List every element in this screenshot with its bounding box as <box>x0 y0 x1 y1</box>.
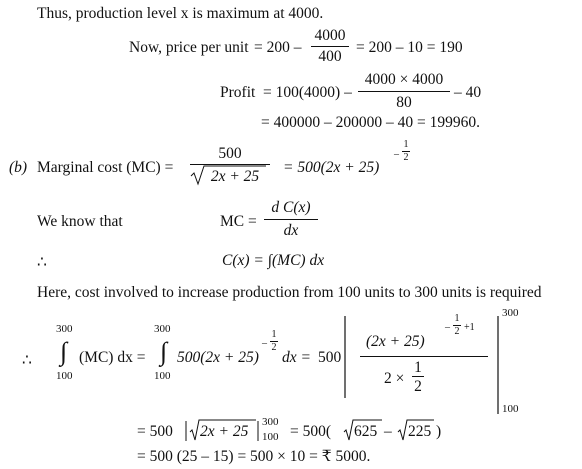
profit-tail: – 40 <box>454 84 482 101</box>
integrand-dx: dx = <box>282 349 311 366</box>
radical-sign-step2 <box>190 420 256 440</box>
price-fraction-den: 400 <box>318 48 342 65</box>
step2-radical-content: 2x + 25 <box>200 423 249 440</box>
integral-sign-2: ∫ <box>160 337 168 366</box>
integrand-exp-den: 2 <box>271 342 277 353</box>
price-eq-start: = 200 – <box>254 39 302 56</box>
antiderivative-den: 2 × <box>384 370 405 387</box>
profit-result: = 400000 – 200000 – 40 = 199960. <box>261 114 480 131</box>
cx-integral-expr: C(x) = ∫(MC) dx <box>222 252 325 269</box>
mc-exp-sign: – <box>394 149 399 160</box>
therefore-symbol-2: ∴ <box>22 352 32 369</box>
mc-lhs: MC = <box>220 213 257 230</box>
final-result: = 500 (25 – 15) = 500 × 10 = ₹ 5000. <box>137 448 371 465</box>
antiderivative-exp-den: 2 <box>454 326 460 337</box>
integral-sign: ∫ <box>60 337 68 366</box>
here-statement: Here, cost involved to increase production from 100 units to 300 units is required <box>37 284 542 301</box>
integral-lower-limit: 100 <box>56 370 73 382</box>
mc-rhs: = 500(2x + 25) <box>283 159 380 176</box>
integral-lower-limit-2: 100 <box>154 370 171 382</box>
radical-sign-225 <box>398 420 434 440</box>
we-know-label: We know that <box>37 213 123 230</box>
therefore-symbol: ∴ <box>37 254 47 271</box>
part-b-marker: (b) <box>9 159 28 176</box>
antiderivative-exp-tail: +1 <box>464 322 475 333</box>
price-result: = 200 – 10 = 190 <box>356 39 463 56</box>
step2-lower-limit: 100 <box>262 431 279 443</box>
step2-root2: 225 <box>408 423 432 440</box>
step2-close: ) <box>436 423 442 440</box>
radical-content: 2x + 25 <box>210 168 260 185</box>
derivative-den: dx <box>283 222 299 239</box>
step2-rhs: = 500( <box>290 423 332 440</box>
half-num: 1 <box>414 359 422 376</box>
mc-exp-num: 1 <box>403 139 409 150</box>
half-den: 2 <box>414 378 422 395</box>
price-label: Now, price per unit <box>129 39 249 56</box>
marginal-cost-label: Marginal cost (MC) = <box>37 159 174 176</box>
profit-fraction-num: 4000 × 4000 <box>364 71 444 88</box>
step2-eq: = 500 <box>137 423 173 440</box>
integrand: 500(2x + 25) <box>177 349 259 366</box>
mc-fraction-num: 500 <box>218 145 242 162</box>
profit-label: Profit <box>220 84 256 101</box>
antiderivative-exp-num: 1 <box>454 313 460 324</box>
price-fraction-num: 4000 <box>314 27 346 44</box>
antiderivative-num: (2x + 25) <box>366 333 425 350</box>
radical-sign-625 <box>344 420 382 440</box>
mc-exp-den: 2 <box>403 152 409 163</box>
integrand-exp-sign: – <box>262 338 267 349</box>
antiderivative-coef: 500 <box>318 349 342 366</box>
eval-lower-limit: 100 <box>502 403 519 415</box>
radical-sign-mc <box>191 166 266 184</box>
antiderivative-exp-sign: – <box>445 322 450 333</box>
integral-mc-dx: (MC) dx = <box>79 349 146 366</box>
profit-fraction-den: 80 <box>396 94 412 111</box>
step2-minus: – <box>384 423 392 440</box>
integral-upper-limit: 300 <box>56 323 73 335</box>
integrand-exp-num: 1 <box>271 329 277 340</box>
step2-upper-limit: 300 <box>262 416 279 428</box>
profit-eq-start: = 100(4000) – <box>263 84 352 101</box>
eval-upper-limit: 300 <box>502 307 519 319</box>
derivative-num: d C(x) <box>271 199 311 216</box>
integral-upper-limit-2: 300 <box>154 323 171 335</box>
step2-root1: 625 <box>354 423 378 440</box>
statement-max-production: Thus, production level x is maximum at 4000. <box>37 5 324 22</box>
